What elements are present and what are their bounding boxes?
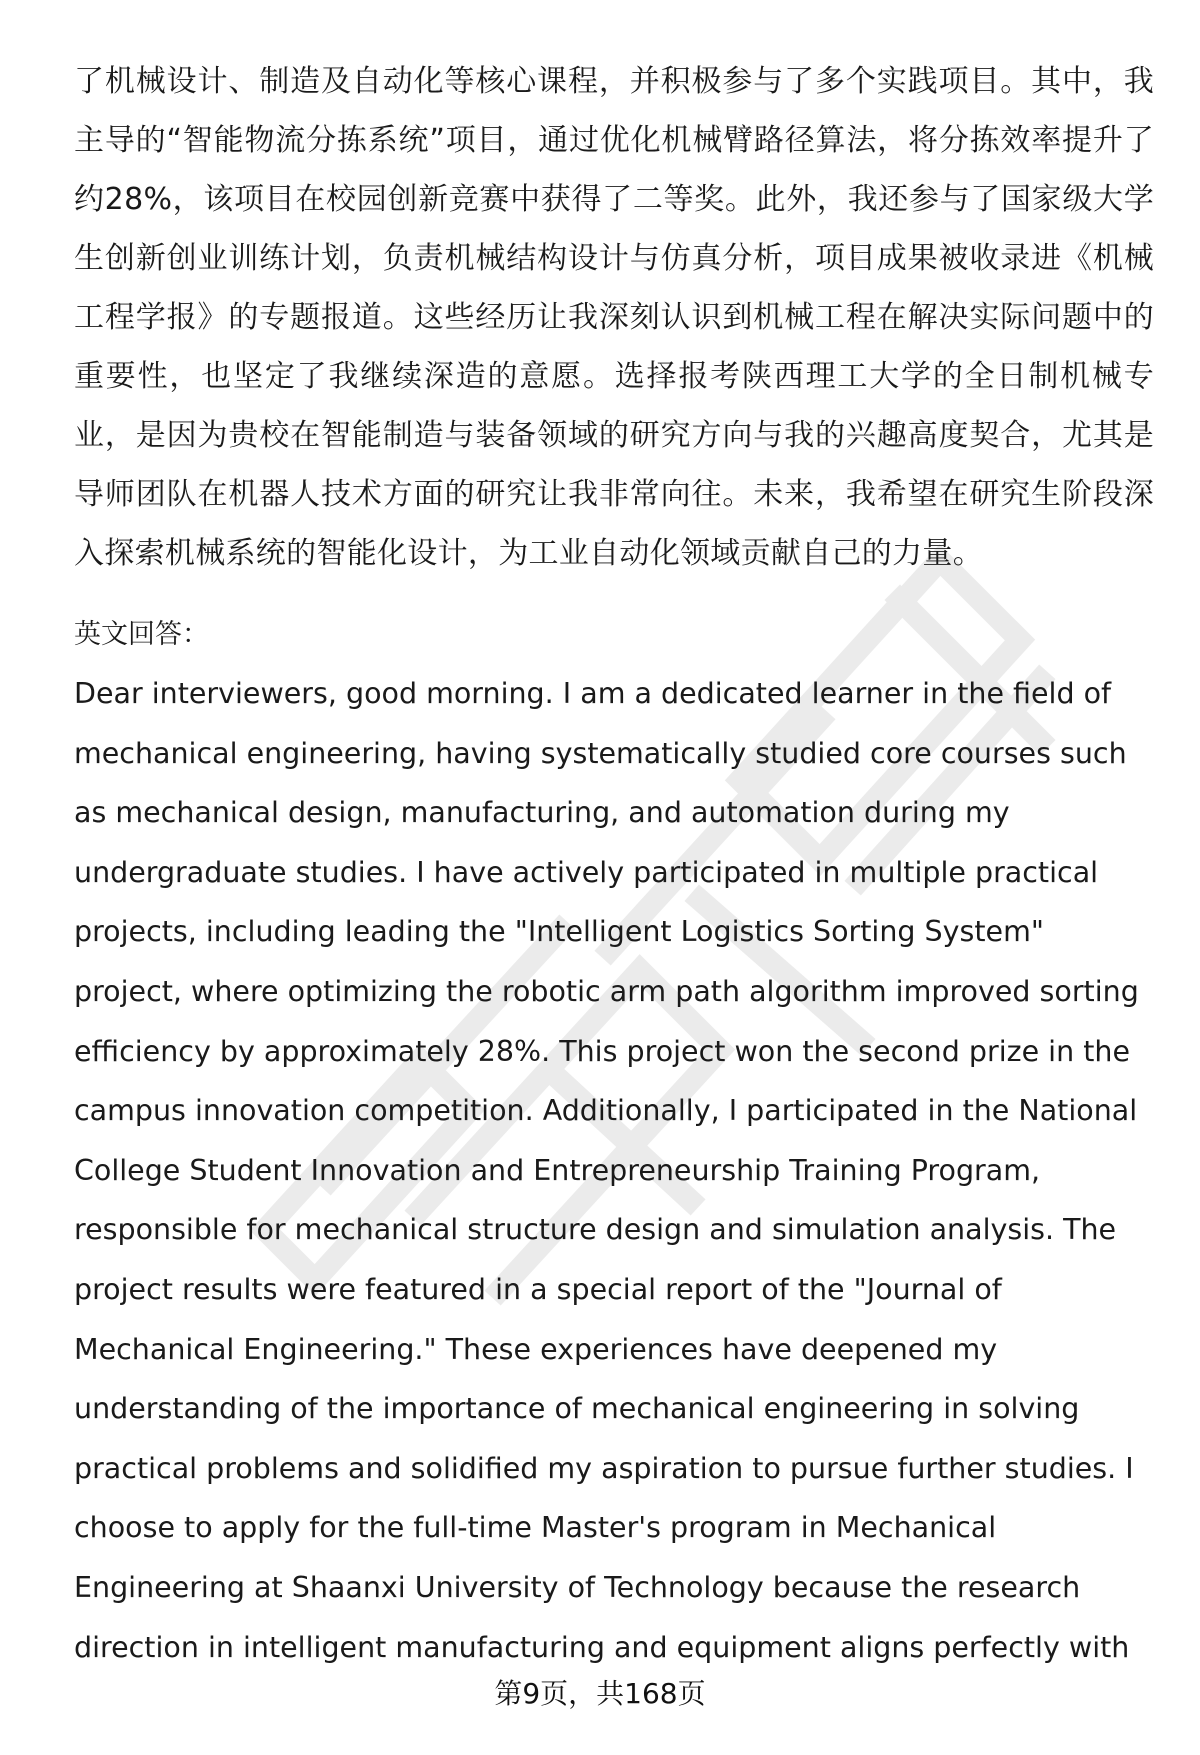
english-answer-label: 英文回答： [74,619,209,650]
page-content [74,52,1154,1677]
page-number-footer: 第9页，共168页 [494,1677,706,1710]
chinese-answer-paragraph: 了机械设计、制造及自动化等核心课程，并积极参与了多个实践项目。其中，我主导的“智能物流分拣系统”项目，通过优化机械臂路径算法，将分拣效率提升了约28%，该项目在校园创新竞赛中获得了二等奖。此外，我还参与了国家级大学生创新创业训练计划，负责机械结构设计与仿真分析，项目成果被收录进《机械工程学报》的专题报道。这些经历让我深刻认识到机械工程在解决实际问题中的重要性，也坚定了我继续深造的意愿。选择报考陕西理工大学的全日制机械专业，是因为贵校在智能制造与装备领域的研究方向与我的兴趣高度契合，尤其是导师团队在机器人技术方面的研究让我非常向往。未来，我希望在研究生阶段深入探索机械系统的智能化设计，为工业自动化领域贡献自己的力量。 [74,64,1154,571]
english-answer-paragraph: Dear interviewers, good morning. I am a dedicated learner in the field of mechanical engineering, having systematically studied core courses such as mechanical design, manufacturing, and automation during my undergraduate studies. I have actively participated in multiple practical projects, including leading the "Intelligent Logistics Sorting System" project, where optimizing the robotic arm path algorithm improved sorting efficiency by approximately 28%. This project won the second prize in the campus innovation competition. Additionally, I participated in the National College Student Innovation and Entrepreneurship Training Program, responsible for mechanical structure design and simulation analysis. The project results were featured in a special report of the "Journal of Mechanical Engineering." These experiences have deepened my understanding of the importance of mechanical engineering in solving practical problems and solidified my aspiration to pursue further studies. I choose to apply for the full-time Master's program in Mechanical Engineering at Shaanxi University of Technology because the research direction in intelligent manufacturing and equipment aligns perfectly with [74,677,1139,1664]
